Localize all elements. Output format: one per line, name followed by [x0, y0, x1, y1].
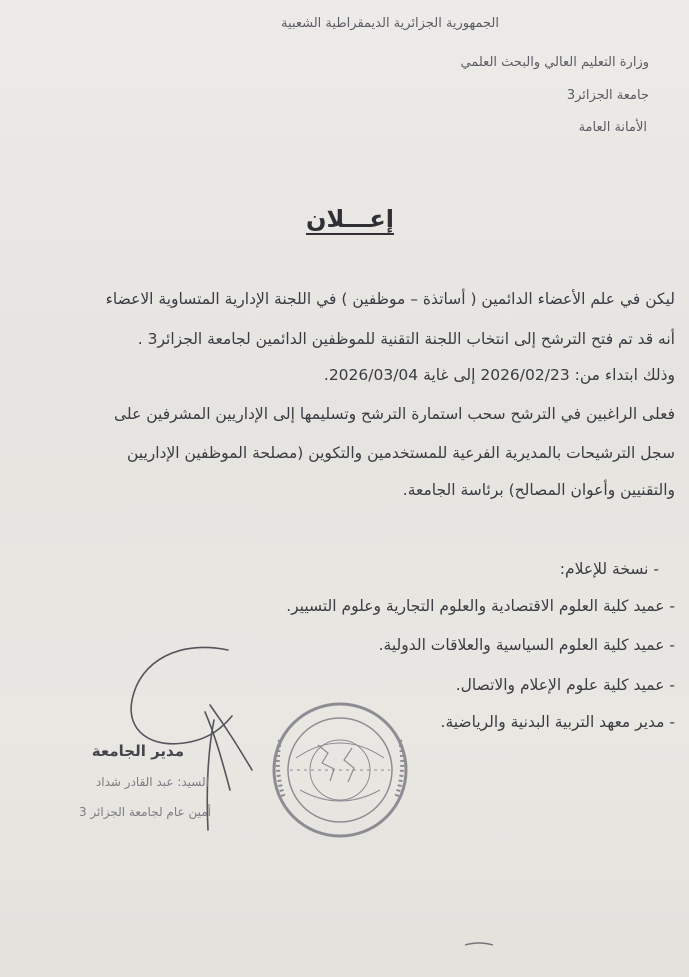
official-stamp — [274, 704, 406, 836]
signature-name: السيد: عبد القادر شداد — [95, 775, 209, 789]
copies-item-3: - عميد كلية علوم الإعلام والاتصال. — [455, 676, 675, 694]
header-university: جامعة الجزائر3 — [566, 88, 649, 103]
signature-position: أمين عام لجامعة الجزائر 3 — [78, 805, 211, 819]
signature-title: مدير الجامعة — [91, 742, 184, 760]
page-title: إعـــلان — [306, 205, 394, 233]
body-line-1: ليكن في علم الأعضاء الدائمين ( أساتذة – موظفين ) في اللجنة الإدارية المتساوية الاعضاء — [105, 290, 675, 308]
copies-item-2: - عميد كلية العلوم السياسية والعلاقات الدولية. — [378, 636, 675, 654]
copies-item-4: - مدير معهد التربية البدنية والرياضية. — [440, 713, 675, 731]
body-line-5: سجل الترشيحات بالمديرية الفرعية للمستخدمين والتكوين (مصلحة الموظفين الإداريين — [126, 444, 675, 462]
header-secretariat: الأمانة العامة — [578, 120, 647, 135]
copies-heading: - نسخة للإعلام: — [559, 560, 659, 578]
body-line-3: وذلك ابتداء من: 2026/02/23 إلى غاية 2026/03/04. — [323, 366, 675, 384]
copies-item-1: - عميد كلية العلوم الاقتصادية والعلوم التجارية وعلوم التسيير. — [286, 597, 675, 615]
header-republic: الجمهورية الجزائرية الديمقراطية الشعبية — [281, 16, 499, 31]
handwritten-signature — [131, 647, 252, 830]
header-ministry: وزارة التعليم العالي والبحث العلمي — [460, 55, 649, 70]
body-line-6: والتقنيين وأعوان المصالح) برئاسة الجامعة. — [402, 481, 675, 499]
body-line-2: أنه قد تم فتح الترشح إلى انتخاب اللجنة التقنية للموظفين الدائمين لجامعة الجزائر3 . — [137, 330, 675, 348]
body-line-4: فعلى الراغبين في الترشح سحب استمارة الترشح وتسليمها إلى الإداريين المشرفين على — [114, 405, 675, 423]
